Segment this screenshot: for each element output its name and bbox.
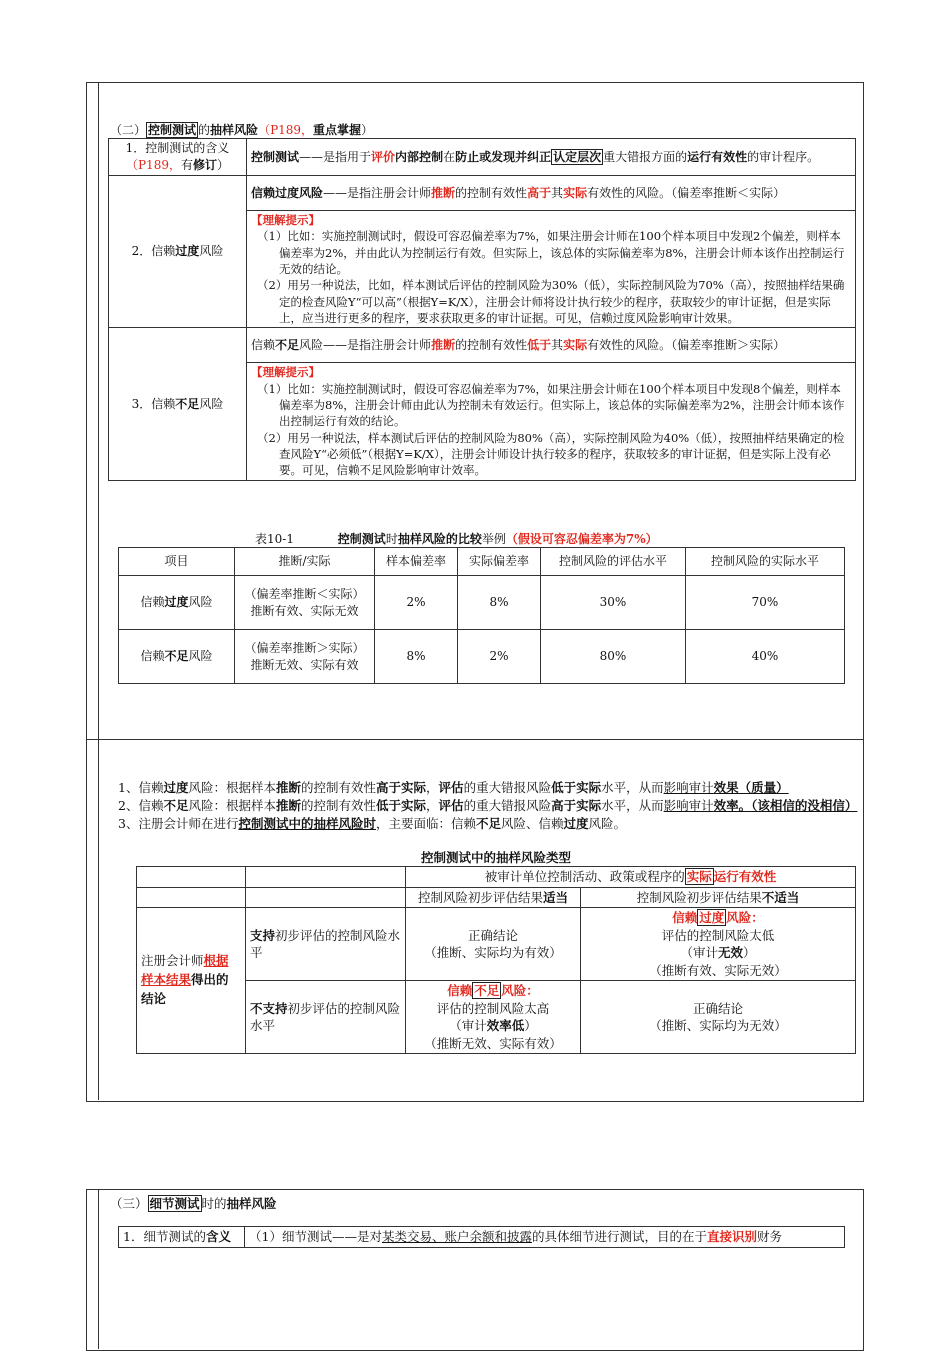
row-label: 1．细节测试的含义 <box>119 1227 245 1248</box>
table-cell: 8% <box>458 576 541 630</box>
types-table-title: 控制测试中的抽样风险类型 <box>420 850 571 865</box>
table-header-row <box>119 548 845 576</box>
table-row <box>137 867 856 888</box>
table-cell: 40% <box>686 630 845 684</box>
table10-1 <box>118 547 845 684</box>
page-frame-bottom <box>86 1189 864 1351</box>
row-content: （1）细节测试——是对某类交易、账户余额和披露的具体细节进行测试，目的在于直接识别财务 <box>245 1227 845 1248</box>
summary-item: 3、注册会计师在进行控制测试中的抽样风险时，主要面临：信赖不足风险、信赖过度风险。 <box>118 816 627 832</box>
table-cell <box>246 887 406 908</box>
summary-list <box>118 779 860 833</box>
row-label: 1．控制测试的含义 （P189，有修订） <box>109 139 247 176</box>
row-hint: 【理解提示】 （1）比如：实施控制测试时，假设可容忍偏差率为7%，如果注册会计师在100个样本项目中发现8个偏差，则样本偏差率为8%，注册会计师由此认为控制未有效运行。但实际上，该总体的实际偏差率为2%，注册会计师本该作出控制运行有效的结论。 （2）用另一种说法，样本测试后评估的控制风险为80%（高），实际控制风险为40%（低），按照抽样结果确定的检查风险Y“必须低”（根据Y=K/X），注册会计师设计执行较多的程序，获取较多的审计证据，但是实际上没有必要。可见，信赖不足风险影响审计效率。 <box>247 363 856 480</box>
row-hint: 【理解提示】 （1）比如：实施控制测试时，假设可容忍偏差率为7%，如果注册会计师在100个样本项目中发现2个偏差，则样本偏差率为2%，并由此认为控制运行有效。但实际上，该总体的实际偏差率为8%，注册会计师本该作出控制运行无效的结论。 （2）用另一种说法，比如，样本测试后评估的控制风险为30%（低），实际控制风险为70%（高），按照抽样结果确定的检查风险Y“可以高”（根据Y=K/X），注册会计师将设计执行较少的程序，获取较少的审计证据，但是实际上，应当进行更多的程序，要求获取更多的审计证据。可见，信赖过度风险影响审计效果。 <box>247 211 856 328</box>
control-test-table <box>108 138 856 481</box>
table-row <box>119 1227 845 1248</box>
table-cell: 2% <box>375 576 458 630</box>
column-header: 推断/实际 <box>235 548 375 576</box>
table-cell: 正确结论 （推断、实际均为有效） <box>406 908 581 981</box>
table-cell: 支持初步评估的控制风险水平 <box>246 908 406 981</box>
table-cell: （偏差率推断＞实际） 推断无效、实际有效 <box>235 630 375 684</box>
table-cell <box>137 867 246 888</box>
table-row <box>109 176 856 211</box>
table-cell: 2% <box>458 630 541 684</box>
table10-1-caption: 表10-1 控制测试时抽样风险的比较举例（假设可容忍偏差率为7%） <box>255 532 658 546</box>
table-cell: 正确结论 （推断、实际均为无效） <box>581 981 856 1054</box>
column-header: 控制风险的实际水平 <box>686 548 845 576</box>
table-row <box>137 887 856 908</box>
table-row <box>137 908 856 981</box>
side-label: 注册会计师根据样本结果得出的结论 <box>137 908 246 1054</box>
table-cell <box>246 867 406 888</box>
sampling-risk-types-table <box>136 866 856 1054</box>
table-row <box>109 139 856 176</box>
table-cell: 被审计单位控制活动、政策或程序的 实际 运行有效性 <box>406 867 856 888</box>
table-cell: 70% <box>686 576 845 630</box>
column-header: 项目 <box>119 548 235 576</box>
table-cell: 信赖 不足 风险： 评估的控制风险太高 （审计效率低） （推断无效、实际有效） <box>406 981 581 1054</box>
section2-heading: （二） 控制测试 的抽样风险（P189，重点掌握） <box>110 123 374 137</box>
section3-heading: （三） 细节测试 时的抽样风险 <box>110 1196 277 1211</box>
table-row <box>119 630 845 684</box>
column-header: 控制风险初步评估结果适当 <box>406 887 581 908</box>
summary-item: 1、信赖过度风险：根据样本推断的控制有效性高于实际，评估的重大错报风险低于实际水平，从而影响审计效果（质量） <box>118 780 789 795</box>
table-cell: 80% <box>541 630 686 684</box>
table-row <box>109 328 856 363</box>
row-label: 2．信赖过度风险 <box>109 176 247 328</box>
column-header: 实际偏差率 <box>458 548 541 576</box>
frame-row-divider <box>86 739 863 740</box>
table-cell: 信赖过度风险 <box>119 576 235 630</box>
table-row <box>119 576 845 630</box>
detail-test-table <box>118 1226 845 1248</box>
column-header: 控制风险的评估水平 <box>541 548 686 576</box>
summary-item: 2、信赖不足风险：根据样本推断的控制有效性低于实际，评估的重大错报风险高于实际水平，从而影响审计效率。（该相信的没相信） <box>118 798 858 814</box>
frame-left-divider-bottom <box>98 1189 99 1349</box>
table-cell <box>137 887 246 908</box>
table-cell: 不支持初步评估的控制风险水平 <box>246 981 406 1054</box>
table-cell: （偏差率推断＜实际） 推断有效、实际无效 <box>235 576 375 630</box>
table-cell: 信赖不足风险 <box>119 630 235 684</box>
row-definition: 信赖过度风险——是指注册会计师推断的控制有效性高于其实际有效性的风险。（偏差率推断＜实际） <box>247 176 856 211</box>
frame-left-divider <box>98 82 99 1100</box>
table-cell: 8% <box>375 630 458 684</box>
row-content: 控制测试——是指用于评价内部控制在防止或发现并纠正 认定层次 重大错报方面的运行有效性的审计程序。 <box>247 139 856 176</box>
row-label: 3．信赖不足风险 <box>109 328 247 480</box>
column-header: 控制风险初步评估结果不适当 <box>581 887 856 908</box>
column-header: 样本偏差率 <box>375 548 458 576</box>
table-cell: 30% <box>541 576 686 630</box>
row-definition: 信赖不足风险——是指注册会计师推断的控制有效性低于其实际有效性的风险。（偏差率推断＞实际） <box>247 328 856 363</box>
table-cell: 信赖 过度 风险： 评估的控制风险太低 （审计无效） （推断有效、实际无效） <box>581 908 856 981</box>
